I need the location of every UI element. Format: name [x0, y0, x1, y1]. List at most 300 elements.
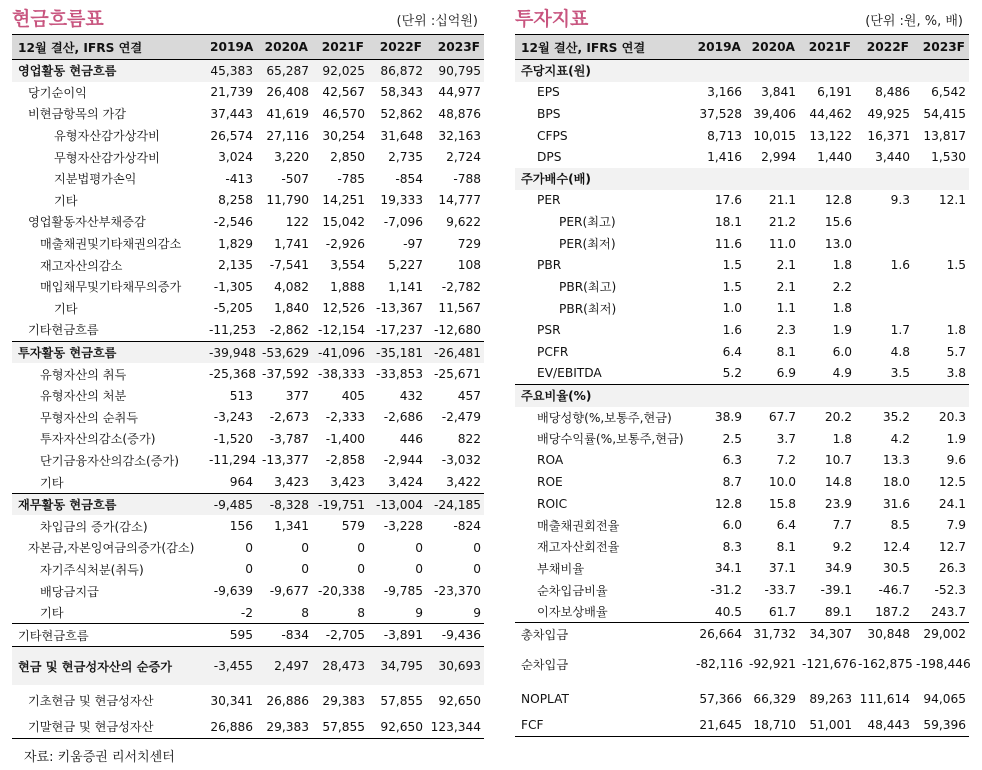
row-value: -413: [225, 171, 253, 186]
table-row: [515, 276, 969, 298]
row-value: 122: [285, 214, 309, 229]
cashflow-title: 현금흐름표: [12, 8, 104, 30]
section-row: [12, 341, 484, 363]
header-year: 2023F: [913, 35, 969, 60]
row-value: [913, 168, 969, 190]
row-value: 377: [285, 388, 309, 403]
row-value: 92,025: [312, 60, 368, 82]
row-value: -1,520: [213, 431, 253, 446]
row-value: 9.3: [890, 193, 910, 208]
row-value: 17.6: [714, 193, 742, 208]
row-label: BPS: [537, 106, 561, 121]
row-value: -12,154: [317, 322, 365, 337]
row-value: 15.6: [824, 214, 852, 229]
row-label: 주당지표(원): [515, 60, 693, 82]
row-value: 18,710: [745, 714, 799, 736]
table-row: [12, 624, 484, 647]
table-row: [515, 211, 969, 233]
row-value: 29,383: [322, 693, 365, 708]
row-value: 26,886: [266, 693, 309, 708]
row-value: 2.5: [722, 431, 742, 446]
row-value: 0: [473, 562, 481, 577]
row-value: 19,333: [380, 193, 423, 208]
row-value: -2,926: [325, 236, 365, 251]
row-value: 14,251: [322, 193, 365, 208]
table-row: [515, 645, 969, 683]
row-value: -12,680: [433, 322, 481, 337]
row-value: 11.0: [768, 236, 796, 251]
row-value: 6.0: [832, 344, 852, 359]
row-value: 123,344: [426, 716, 484, 738]
row-value: 58,343: [380, 85, 423, 100]
table-row: [12, 103, 484, 125]
row-value: 7.2: [776, 453, 796, 468]
row-label: 지분법평가손익: [54, 172, 137, 187]
row-label: 재고자산회전율: [537, 540, 620, 555]
row-value: 6.4: [722, 344, 742, 359]
section-row: [515, 60, 969, 82]
row-value: [855, 211, 913, 233]
row-value: 4.2: [890, 431, 910, 446]
row-value: 18.1: [714, 214, 742, 229]
row-value: 2.3: [776, 322, 796, 337]
row-value: 2.2: [832, 279, 852, 294]
table-row: [515, 536, 969, 558]
table-row: [12, 168, 484, 190]
row-label: 유형자산감가상각비: [54, 129, 160, 144]
row-value: 65,287: [256, 60, 312, 82]
row-value: -198,446: [916, 657, 971, 672]
section-row: [12, 647, 484, 686]
table-row: [12, 190, 484, 212]
row-label: ROIC: [537, 496, 568, 511]
row-value: 8.1: [776, 344, 796, 359]
indicators-title: 투자지표: [515, 8, 589, 30]
row-value: 5.2: [722, 366, 742, 381]
row-value: 0: [357, 562, 365, 577]
row-value: 2,994: [761, 150, 796, 165]
row-value: -46.7: [878, 583, 910, 598]
header-year: 2020A: [745, 35, 799, 60]
row-value: 964: [229, 475, 253, 490]
row-value: -2,546: [213, 214, 253, 229]
row-value: 3,554: [330, 258, 365, 273]
row-label: 순차입금: [521, 657, 569, 672]
row-value: [913, 211, 969, 233]
indicators-table: [515, 34, 969, 737]
table-row: [515, 714, 969, 736]
table-row: [12, 407, 484, 429]
table-row: [515, 623, 969, 645]
row-label: FCF: [515, 714, 693, 736]
row-value: 12.1: [938, 193, 966, 208]
row-value: 61.7: [768, 604, 796, 619]
row-value: -1,305: [213, 279, 253, 294]
row-value: -854: [395, 171, 423, 186]
row-value: 1.5: [946, 258, 966, 273]
row-value: 57,366: [699, 691, 742, 706]
row-value: 3,423: [330, 475, 365, 490]
row-value: 40.5: [714, 604, 742, 619]
row-value: 11,567: [438, 301, 481, 316]
row-value: -3,032: [441, 453, 481, 468]
row-label: 유형자산의 처분: [40, 389, 127, 404]
row-value: -13,367: [375, 301, 423, 316]
row-value: 29,002: [913, 623, 969, 645]
row-value: -121,676: [802, 657, 857, 672]
row-value: 6.0: [722, 518, 742, 533]
row-label: 기말현금 및 현금성자산: [12, 716, 206, 738]
row-label: 주가배수(배): [515, 168, 693, 190]
row-label: 기타: [40, 475, 64, 490]
row-value: 156: [229, 519, 253, 534]
table-row: [12, 146, 484, 168]
table-row: [12, 685, 484, 716]
row-value: -26,481: [426, 341, 484, 363]
row-value: 1,341: [274, 519, 309, 534]
row-value: 1.8: [832, 431, 852, 446]
row-value: 12.5: [938, 475, 966, 490]
row-value: 1,840: [274, 301, 309, 316]
row-value: 7.9: [946, 518, 966, 533]
row-value: [913, 233, 969, 255]
row-value: 187.2: [875, 604, 910, 619]
row-label: 투자자산의감소(증가): [40, 432, 156, 447]
row-label: 현금 및 현금성자산의 순증가: [12, 647, 206, 686]
row-value: 1,440: [817, 150, 852, 165]
row-value: 579: [341, 519, 365, 534]
row-label: 단기금융자산의감소(증가): [40, 453, 180, 468]
row-value: -35,181: [368, 341, 426, 363]
row-value: 92,650: [368, 716, 426, 738]
table-row: [515, 558, 969, 580]
table-row: [12, 319, 484, 341]
row-value: 12.8: [714, 496, 742, 511]
row-label: PER: [537, 193, 561, 208]
table-row: [12, 450, 484, 472]
row-value: 10,015: [753, 128, 796, 143]
row-value: 1,141: [388, 279, 423, 294]
header-year: 2019A: [693, 35, 745, 60]
row-value: -507: [281, 171, 309, 186]
row-value: 1,416: [707, 150, 742, 165]
row-label: EV/EBITDA: [537, 366, 602, 381]
row-value: 8.7: [722, 475, 742, 490]
row-value: [693, 60, 745, 82]
row-value: -824: [453, 519, 481, 534]
row-label: CFPS: [537, 128, 568, 143]
row-value: -2,858: [325, 453, 365, 468]
row-label: 매출채권회전율: [537, 518, 620, 533]
row-value: 30,693: [426, 647, 484, 686]
row-value: 28,473: [312, 647, 368, 686]
row-value: 2,497: [256, 647, 312, 686]
row-value: 5,227: [388, 258, 423, 273]
row-label: 투자활동 현금흐름: [12, 341, 206, 363]
table-row: [12, 537, 484, 559]
row-value: 0: [301, 540, 309, 555]
row-value: 89.1: [824, 604, 852, 619]
row-value: 48,876: [438, 106, 481, 121]
table-row: [12, 254, 484, 276]
table-row: [12, 716, 484, 738]
row-value: [745, 168, 799, 190]
row-label: ROA: [537, 453, 564, 468]
row-value: -2,944: [383, 453, 423, 468]
row-label: 주요비율(%): [515, 384, 693, 406]
row-value: 35.2: [882, 410, 910, 425]
table-row: [12, 602, 484, 624]
row-value: [799, 60, 855, 82]
table-row: [12, 559, 484, 581]
row-label: 영업활동 현금흐름: [12, 60, 206, 82]
table-row: [12, 82, 484, 104]
row-value: 3,220: [274, 150, 309, 165]
row-value: 26,664: [693, 623, 745, 645]
row-value: 8,486: [875, 85, 910, 100]
row-value: 20.2: [824, 410, 852, 425]
row-value: -25,368: [209, 367, 257, 382]
row-value: 9: [473, 605, 481, 620]
row-value: 9.6: [946, 453, 966, 468]
row-value: [855, 298, 913, 320]
row-label: 총차입금: [515, 623, 693, 645]
row-value: -19,751: [312, 493, 368, 515]
row-value: 4.9: [832, 366, 852, 381]
row-value: -31.2: [710, 583, 742, 598]
row-value: 0: [245, 562, 253, 577]
table-row: [515, 514, 969, 536]
row-value: 2.1: [776, 258, 796, 273]
row-value: 9.2: [832, 539, 852, 554]
row-label: 유형자산의 취득: [40, 367, 127, 382]
row-value: -13,377: [261, 453, 309, 468]
row-value: -2,782: [441, 279, 481, 294]
row-label: 기타현금흐름: [28, 323, 99, 338]
row-value: 42,567: [322, 85, 365, 100]
table-row: [12, 471, 484, 493]
section-row: [12, 60, 484, 82]
row-value: 41,619: [266, 106, 309, 121]
row-value: [913, 298, 969, 320]
row-value: [855, 60, 913, 82]
row-value: 30,254: [322, 128, 365, 143]
row-value: 13,817: [923, 128, 966, 143]
row-value: 31.6: [882, 496, 910, 511]
row-value: 12.4: [882, 539, 910, 554]
row-value: 1,888: [330, 279, 365, 294]
row-label: PSR: [537, 322, 561, 337]
row-value: 34.1: [714, 561, 742, 576]
row-label: PBR(최고): [559, 280, 617, 295]
row-value: 1.9: [946, 431, 966, 446]
row-value: -52.3: [934, 583, 966, 598]
table-row: [12, 515, 484, 537]
row-value: -162,875: [858, 657, 913, 672]
row-label: 배당성향(%,보통주,현금): [537, 410, 672, 425]
row-value: 1.8: [832, 301, 852, 316]
row-value: -33,853: [375, 367, 423, 382]
row-value: 446: [399, 431, 423, 446]
row-value: [745, 384, 799, 406]
row-value: 92,650: [438, 693, 481, 708]
row-value: 66,329: [753, 691, 796, 706]
row-value: 6.3: [722, 453, 742, 468]
row-value: 14.8: [824, 475, 852, 490]
row-value: 39,406: [753, 106, 796, 121]
row-value: [693, 168, 745, 190]
row-value: 31,732: [745, 623, 799, 645]
table-row: [12, 580, 484, 602]
table-row: [515, 190, 969, 212]
row-label: PER(최저): [559, 237, 616, 252]
row-value: -3,455: [206, 647, 256, 686]
row-value: 6.9: [776, 366, 796, 381]
row-value: 49,925: [867, 106, 910, 121]
row-value: 48,443: [855, 714, 913, 736]
row-value: 595: [206, 624, 256, 647]
row-value: -33.7: [764, 583, 796, 598]
table-row: [515, 233, 969, 255]
row-value: 1.7: [890, 322, 910, 337]
row-label: 기타현금흐름: [12, 624, 206, 647]
row-value: 9: [415, 605, 423, 620]
table-row: [515, 428, 969, 450]
row-value: 1,741: [274, 236, 309, 251]
table-row: [12, 211, 484, 233]
row-value: 52,862: [380, 106, 423, 121]
row-value: -3,228: [383, 519, 423, 534]
row-value: 30,848: [855, 623, 913, 645]
row-value: [913, 384, 969, 406]
table-row: [515, 683, 969, 714]
row-label: PBR: [537, 258, 562, 273]
row-value: -97: [403, 236, 423, 251]
row-label: 영업활동자산부채증감: [28, 215, 146, 230]
row-value: -13,004: [368, 493, 426, 515]
table-row: [515, 103, 969, 125]
row-value: -53,629: [256, 341, 312, 363]
row-label: NOPLAT: [521, 691, 569, 706]
row-value: -785: [337, 171, 365, 186]
row-value: 44,462: [809, 106, 852, 121]
row-value: -2,673: [269, 410, 309, 425]
table-row: [12, 298, 484, 320]
row-value: 21.1: [768, 193, 796, 208]
row-value: 21.2: [768, 214, 796, 229]
row-value: 54,415: [923, 106, 966, 121]
table-row: [515, 601, 969, 623]
row-label: 재무활동 현금흐름: [12, 493, 206, 515]
row-value: [855, 168, 913, 190]
row-value: 1.9: [832, 322, 852, 337]
row-value: -24,185: [426, 493, 484, 515]
row-label: 차입금의 증가(감소): [40, 519, 148, 534]
header-label: 12월 결산, IFRS 연결: [515, 35, 693, 60]
row-value: 37,443: [210, 106, 253, 121]
header-label: 12월 결산, IFRS 연결: [12, 35, 206, 60]
cashflow-table: [12, 34, 484, 739]
row-value: 7.7: [832, 518, 852, 533]
row-value: 1.5: [722, 258, 742, 273]
row-label: 당기순이익: [28, 85, 87, 100]
row-value: 26,574: [210, 128, 253, 143]
row-label: PCFR: [537, 344, 569, 359]
row-label: 부채비율: [537, 561, 585, 576]
row-value: 45,383: [206, 60, 256, 82]
row-value: -37,592: [261, 367, 309, 382]
row-value: 90,795: [426, 60, 484, 82]
table-row: [12, 233, 484, 255]
row-value: -3,787: [269, 431, 309, 446]
row-value: 6,542: [931, 85, 966, 100]
row-value: 1,530: [931, 150, 966, 165]
table-row: [12, 363, 484, 385]
row-value: 37,528: [699, 106, 742, 121]
row-value: 1.8: [832, 258, 852, 273]
row-label: EPS: [537, 85, 560, 100]
row-value: -23,370: [433, 584, 481, 599]
header-year: 2020A: [256, 35, 312, 60]
row-value: 23.9: [824, 496, 852, 511]
row-label: 자본금,자본잉여금의증가(감소): [28, 541, 195, 556]
cashflow-header-row: [12, 35, 484, 60]
row-label: 순차입금비율: [537, 583, 608, 598]
row-label: 배당금지급: [40, 584, 99, 599]
header-year: 2023F: [426, 35, 484, 60]
row-value: [799, 168, 855, 190]
row-value: 3.8: [946, 366, 966, 381]
row-value: -3,891: [368, 624, 426, 647]
row-label: 재고자산의감소: [40, 258, 123, 273]
row-value: 0: [357, 540, 365, 555]
row-value: -8,328: [256, 493, 312, 515]
row-value: [913, 60, 969, 82]
row-value: -39.1: [820, 583, 852, 598]
row-value: -11,253: [209, 322, 257, 337]
table-row: [515, 407, 969, 429]
row-label: 매입채무및기타채무의증가: [40, 280, 182, 295]
row-value: 18.0: [882, 475, 910, 490]
row-value: -17,237: [375, 322, 423, 337]
table-row: [12, 276, 484, 298]
row-value: 12.7: [938, 539, 966, 554]
row-value: -82,116: [696, 657, 744, 672]
row-value: 1.5: [722, 279, 742, 294]
table-row: [515, 362, 969, 384]
row-value: 12.8: [824, 193, 852, 208]
row-label: 기타: [54, 193, 78, 208]
indicators-unit: (단위 :원, %, 배): [865, 14, 963, 29]
row-value: -38,333: [317, 367, 365, 382]
row-value: 6.4: [776, 518, 796, 533]
row-value: 16,371: [867, 128, 910, 143]
row-value: -7,096: [383, 214, 423, 229]
row-value: -9,677: [269, 584, 309, 599]
table-row: [515, 125, 969, 147]
row-value: 13.0: [824, 236, 852, 251]
row-value: 13.3: [882, 453, 910, 468]
row-value: 2,850: [330, 150, 365, 165]
row-value: -2,862: [269, 322, 309, 337]
table-row: [515, 82, 969, 104]
row-value: 2.1: [776, 279, 796, 294]
row-value: 26.3: [938, 561, 966, 576]
row-value: 38.9: [714, 410, 742, 425]
row-value: 6,191: [817, 85, 852, 100]
row-value: 11.6: [714, 236, 742, 251]
table-row: [515, 450, 969, 472]
